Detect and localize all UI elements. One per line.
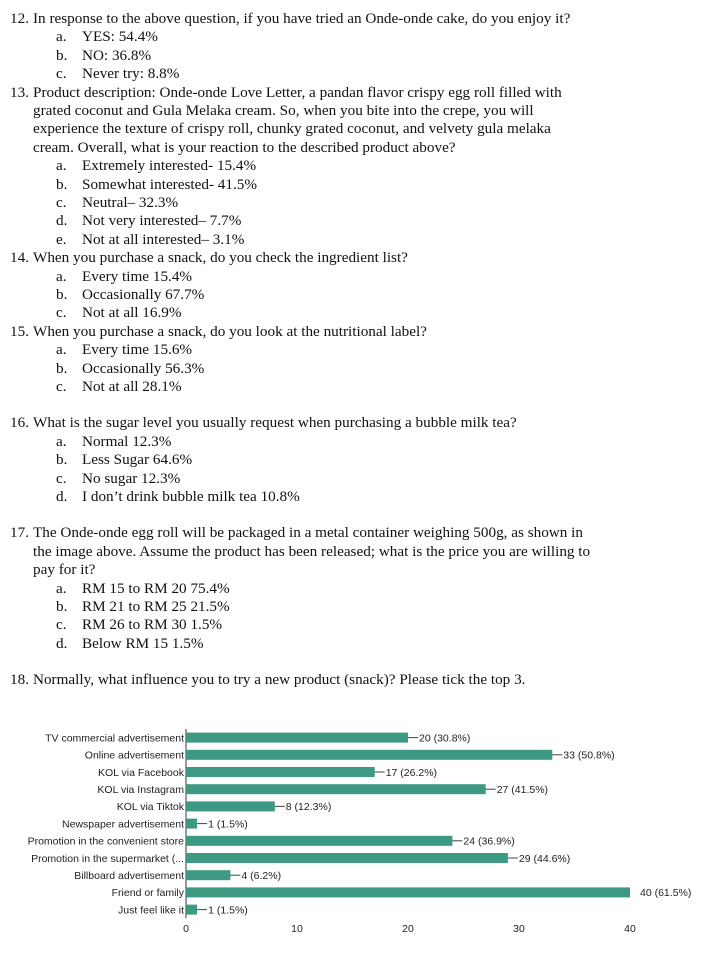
- question-18: [0, 671, 720, 689]
- question-13: [0, 84, 720, 250]
- answer-option: [0, 378, 720, 396]
- option-letter: b.: [56, 175, 68, 193]
- answer-option: [0, 286, 720, 304]
- option-letter: a.: [56, 157, 67, 175]
- question-number: 17.: [10, 524, 29, 542]
- option-text: NO: 36.8%: [82, 46, 152, 64]
- option-text: YES: 54.4%: [82, 28, 158, 46]
- question-15: [0, 323, 720, 397]
- answer-option: [0, 268, 720, 286]
- answer-option: [0, 231, 720, 249]
- option-list: [0, 433, 720, 507]
- data-label: 33 (50.8%): [563, 749, 615, 762]
- influence-bar-chart: [0, 720, 720, 960]
- question-number: 16.: [10, 414, 29, 432]
- option-text: Not at all interested– 3.1%: [82, 230, 245, 248]
- option-text: Extremely interested- 15.4%: [82, 157, 257, 175]
- option-list: [0, 580, 720, 654]
- category-label: Promotion in the supermarket (...: [31, 852, 184, 865]
- option-text: Never try: 8.8%: [82, 65, 180, 83]
- data-label: 4 (6.2%): [241, 870, 282, 882]
- question-text: When you purchase a snack, do you look at the nutritional label?: [33, 322, 427, 340]
- option-text: Occasionally 56.3%: [82, 359, 205, 377]
- option-letter: c.: [56, 65, 67, 83]
- bar: [186, 836, 452, 846]
- x-tick-label: 10: [291, 923, 303, 936]
- question-text: Product description: Onde-onde Love Letter, a pandan flavor crispy egg roll filled with grated coconut and Gula Melaka cream. So, when you bite into the crepe, you will experience the texture of crispy roll, chunky grated coconut, and velvety gula melaka cream. Overall, what is your reaction to the described product above?: [33, 83, 562, 156]
- category-label: TV commercial advertisement: [45, 732, 184, 745]
- question-number: 14.: [10, 249, 29, 267]
- data-label: 1 (1.5%): [208, 904, 248, 917]
- option-letter: a.: [56, 267, 67, 285]
- bar: [186, 853, 508, 863]
- option-letter: c.: [56, 616, 67, 634]
- question-number: 18.: [10, 671, 29, 689]
- answer-option: [0, 47, 720, 65]
- question-text: When you purchase a snack, do you check the ingredient list?: [33, 249, 408, 267]
- answer-option: [0, 65, 720, 83]
- option-text: Occasionally 67.7%: [82, 285, 205, 303]
- answer-option: [0, 157, 720, 175]
- category-label: Just feel like it: [118, 904, 184, 917]
- x-tick-label: 0: [183, 923, 189, 936]
- option-text: RM 21 to RM 25 21.5%: [82, 597, 230, 615]
- bar: [186, 887, 630, 897]
- option-letter: c.: [56, 193, 67, 211]
- category-label: Friend or family: [111, 887, 184, 900]
- option-text: Not at all 28.1%: [82, 377, 182, 395]
- bar: [186, 733, 408, 743]
- option-text: Somewhat interested- 41.5%: [82, 175, 258, 193]
- option-text: Normal 12.3%: [82, 432, 172, 450]
- question-number: 13.: [10, 83, 29, 101]
- option-letter: d.: [56, 212, 68, 230]
- answer-option: [0, 304, 720, 322]
- category-label: Billboard advertisement: [74, 870, 184, 882]
- answer-option: [0, 635, 720, 653]
- answer-option: [0, 341, 720, 359]
- bar: [186, 905, 197, 915]
- data-label: 17 (26.2%): [385, 766, 438, 779]
- option-letter: a.: [56, 432, 67, 450]
- x-tick-label: 40: [624, 923, 636, 936]
- bar: [186, 784, 486, 794]
- option-text: Below RM 15 1.5%: [82, 634, 204, 652]
- bar: [186, 819, 197, 829]
- bar: [186, 750, 552, 760]
- option-letter: a.: [56, 579, 67, 597]
- question-number: 15.: [10, 322, 29, 340]
- question-text: The Onde-onde egg roll will be packaged in a metal container weighing 500g, as shown in the image above. Assume the product has been released; what is the price you are willing to pay for it?: [33, 524, 591, 579]
- option-letter: a.: [56, 341, 67, 359]
- question-12: [0, 10, 720, 84]
- option-text: No sugar 12.3%: [82, 469, 181, 487]
- option-list: [0, 28, 720, 83]
- question-14: [0, 249, 720, 323]
- data-label: 27 (41.5%): [496, 784, 549, 796]
- data-label: 24 (36.9%): [463, 835, 515, 848]
- option-letter: b.: [56, 597, 68, 615]
- answer-option: [0, 580, 720, 598]
- data-label: 29 (44.6%): [518, 852, 571, 865]
- option-letter: b.: [56, 285, 68, 303]
- data-label: 8 (12.3%): [285, 801, 332, 814]
- question-text: In response to the above question, if you have tried an Onde-onde cake, do you enjoy it?: [33, 10, 571, 27]
- answer-option: [0, 194, 720, 212]
- answer-option: [0, 433, 720, 451]
- question-16: [0, 414, 720, 506]
- option-list: [0, 341, 720, 396]
- option-letter: b.: [56, 359, 68, 377]
- answer-option: [0, 28, 720, 46]
- x-tick-label: 30: [513, 923, 525, 936]
- option-letter: e.: [56, 230, 67, 248]
- data-label: 40 (61.5%): [640, 887, 692, 900]
- option-letter: d.: [56, 634, 68, 652]
- option-letter: d.: [56, 487, 68, 505]
- bar: [186, 767, 375, 777]
- data-label: 1 (1.5%): [208, 818, 248, 831]
- category-label: Online advertisement: [84, 749, 184, 762]
- category-label: KOL via Instagram: [97, 784, 184, 796]
- option-letter: a.: [56, 28, 67, 46]
- question-17: [0, 524, 720, 653]
- option-letter: b.: [56, 451, 68, 469]
- category-label: Newspaper advertisement: [62, 818, 184, 831]
- option-letter: c.: [56, 377, 67, 395]
- option-list: [0, 157, 720, 249]
- option-text: RM 26 to RM 30 1.5%: [82, 616, 223, 634]
- bar: [186, 870, 230, 880]
- answer-option: [0, 360, 720, 378]
- option-text: Neutral– 32.3%: [82, 193, 179, 211]
- answer-option: [0, 451, 720, 469]
- question-number: 12.: [10, 10, 29, 27]
- bar: [186, 801, 275, 811]
- option-text: Less Sugar 64.6%: [82, 451, 193, 469]
- x-tick-label: 20: [402, 923, 414, 936]
- data-label: 20 (30.8%): [419, 732, 471, 745]
- category-label: KOL via Facebook: [98, 766, 184, 779]
- option-letter: b.: [56, 46, 68, 64]
- answer-option: [0, 212, 720, 230]
- question-text: What is the sugar level you usually request when purchasing a bubble milk tea?: [33, 414, 517, 432]
- option-text: RM 15 to RM 20 75.4%: [82, 579, 230, 597]
- option-text: Not very interested– 7.7%: [82, 212, 242, 230]
- answer-option: [0, 598, 720, 616]
- option-letter: c.: [56, 469, 67, 487]
- option-letter: c.: [56, 304, 67, 322]
- answer-option: [0, 470, 720, 488]
- answer-option: [0, 616, 720, 634]
- option-text: Every time 15.6%: [82, 341, 193, 359]
- category-label: KOL via Tiktok: [116, 801, 184, 814]
- option-text: I don’t drink bubble milk tea 10.8%: [82, 487, 300, 505]
- option-text: Not at all 16.9%: [82, 304, 182, 322]
- question-text: Normally, what influence you to try a new product (snack)? Please tick the top 3.: [33, 671, 526, 689]
- answer-option: [0, 488, 720, 506]
- answer-option: [0, 176, 720, 194]
- category-label: Promotion in the convenient store: [27, 835, 184, 848]
- option-text: Every time 15.4%: [82, 267, 193, 285]
- option-list: [0, 268, 720, 323]
